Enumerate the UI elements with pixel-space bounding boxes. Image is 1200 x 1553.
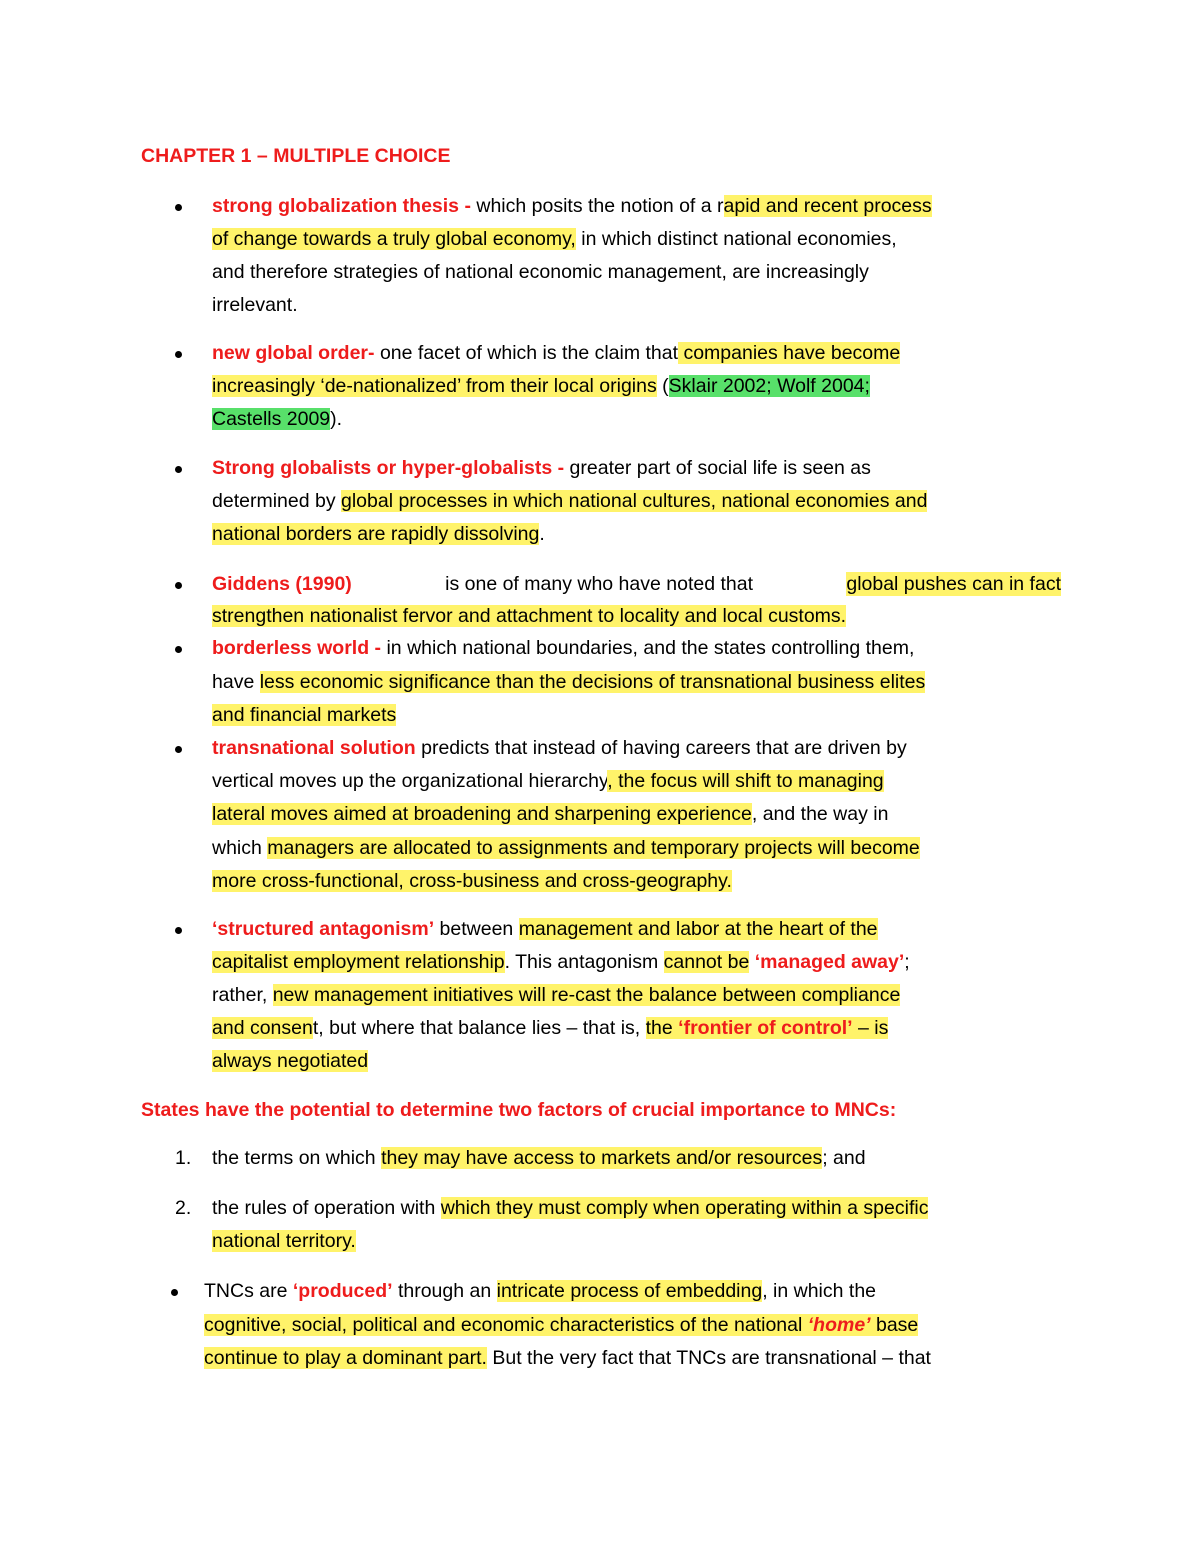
body-text: rather,	[212, 984, 273, 1006]
text-line	[212, 703, 396, 727]
highlighted-text: cannot be	[663, 951, 750, 973]
highlighted-text: they may have access to markets and/or resources	[381, 1147, 823, 1169]
highlighted-text: of change towards a truly global economy,	[212, 228, 576, 250]
term-text: strong globalization thesis	[212, 195, 460, 217]
highlighted-text: national borders are rapidly dissolving	[212, 523, 540, 545]
term-text: -	[368, 342, 380, 364]
text-line	[212, 293, 298, 317]
bullet-dot-icon	[175, 646, 182, 653]
highlighted-text: managers are allocated to assignments and temporary projects will become	[267, 836, 920, 859]
highlighted-text: – is	[852, 1017, 889, 1039]
bullet-dot-icon	[175, 351, 182, 358]
highlighted-text: cognitive, social, political and economic characteristics of the national	[204, 1313, 808, 1336]
text-line	[212, 227, 897, 251]
highlighted-text: which they must comply when operating within a specific	[440, 1197, 929, 1219]
term-text: ‘managed away’	[754, 951, 905, 973]
body-text: the rules of operation with	[212, 1197, 441, 1219]
highlighted-text: and consen	[212, 1017, 313, 1039]
text-line	[212, 374, 870, 398]
body-text: predicts that instead of having careers that are driven by	[415, 737, 907, 759]
text-line	[212, 456, 871, 480]
body-text: But the very fact that TNCs are transnational – that	[486, 1347, 931, 1369]
text-line	[212, 1196, 928, 1220]
highlighted-text: , the focus will shift to managing	[607, 770, 884, 793]
bullet-dot-icon	[175, 746, 182, 753]
highlighted-text: less economic significance than the decisions of transnational business elites	[259, 670, 926, 693]
text-line	[212, 341, 900, 365]
text-line	[212, 869, 732, 893]
body-text: . This antagonism	[504, 951, 664, 973]
bullet-dot-icon	[175, 204, 182, 211]
item-number: 1.	[175, 1147, 192, 1169]
term-text: -	[552, 457, 570, 479]
highlighted-text: the	[645, 1017, 679, 1039]
highlighted-text: global processes in which national cultures, national economies and	[341, 490, 928, 512]
term-text: -	[369, 637, 387, 659]
body-text: ; and	[822, 1147, 866, 1169]
term-text: new global order	[212, 342, 369, 364]
highlighted-text: strengthen nationalist fervor and attachment to locality and local customs.	[212, 605, 847, 627]
body-text: one facet of which is the claim that	[379, 342, 679, 364]
text-line	[212, 917, 878, 941]
body-text: , in which the	[762, 1280, 877, 1302]
text-line	[212, 522, 545, 546]
body-text: ;	[904, 951, 910, 973]
term-text: transnational solution	[212, 737, 416, 759]
highlighted-text: national territory.	[212, 1230, 356, 1252]
highlighted-text: intricate process of embedding	[496, 1280, 763, 1302]
term-text: ‘frontier of control’	[678, 1017, 853, 1039]
body-text: in which national boundaries, and the states controlling them,	[386, 637, 915, 659]
bullet-dot-icon	[175, 582, 182, 589]
chapter-heading: CHAPTER 1 – MULTIPLE CHOICE	[141, 145, 451, 167]
term-text: -	[459, 195, 477, 217]
body-text: (	[656, 375, 669, 397]
highlighted-text: apid and recent process	[723, 195, 932, 217]
highlighted-text: increasingly ‘de-nationalized’ from their local origins	[212, 375, 657, 397]
body-text: is one of many who have noted that	[439, 573, 759, 595]
highlighted-text: lateral moves aimed at broadening and sharpening experience	[212, 803, 752, 826]
text-line	[212, 572, 1061, 596]
body-text: between	[434, 918, 519, 940]
citation-text: Sklair 2002; Wolf 2004;	[668, 375, 870, 397]
body-text: through an	[392, 1280, 497, 1302]
bullet-dot-icon	[171, 1289, 178, 1296]
text-line	[212, 1016, 888, 1040]
body-text: ).	[330, 408, 343, 430]
bullet-dot-icon	[175, 466, 182, 473]
text-line	[212, 670, 925, 694]
highlighted-text: new management initiatives will re-cast the balance between compliance	[272, 984, 901, 1006]
text-line	[212, 950, 910, 974]
body-text: have	[212, 670, 260, 693]
text-line	[212, 194, 932, 218]
body-text: the terms on which	[212, 1147, 382, 1169]
body-text: irrelevant.	[212, 294, 298, 316]
text-line	[212, 1049, 368, 1073]
body-text: greater part of social life is seen as	[569, 457, 871, 479]
text-line	[212, 604, 846, 628]
text-line	[212, 489, 927, 513]
text-line	[212, 260, 869, 284]
term-text: borderless world	[212, 637, 370, 659]
highlighted-text: capitalist employment relationship	[212, 951, 505, 973]
text-line	[212, 983, 900, 1007]
term-text: Giddens (1990)	[212, 573, 352, 595]
body-text: vertical moves up the organizational hierarchy	[212, 770, 608, 793]
term-text: ‘home’	[807, 1313, 871, 1336]
item-number: 2.	[175, 1197, 192, 1219]
highlighted-text: continue to play a dominant part.	[204, 1347, 487, 1369]
highlighted-text: always negotiated	[212, 1050, 369, 1072]
text-line	[212, 1229, 356, 1253]
highlighted-text: base	[870, 1313, 919, 1336]
bullet-dot-icon	[175, 927, 182, 934]
text-line	[204, 1346, 931, 1370]
body-text: TNCs are	[204, 1280, 293, 1302]
body-text: and therefore strategies of national economic management, are increasingly	[212, 261, 869, 283]
body-text: , and the way in	[751, 803, 889, 826]
highlighted-text: more cross-functional, cross-business and cross-geography.	[212, 869, 732, 892]
body-text: in which distinct national economies,	[575, 228, 897, 250]
text-line	[212, 736, 907, 760]
body-text: determined by	[212, 490, 341, 512]
highlighted-text: management and labor at the heart of the	[518, 918, 878, 940]
text-line	[212, 802, 888, 826]
body-text: t, but where that balance lies – that is,	[312, 1017, 646, 1039]
term-text: ‘produced’	[292, 1280, 393, 1302]
term-text: ‘structured antagonism’	[212, 918, 435, 940]
text-line	[212, 407, 342, 431]
text-line	[212, 1146, 866, 1170]
text-line	[204, 1313, 918, 1337]
states-heading: States have the potential to determine two factors of crucial importance to MNCs:	[141, 1099, 897, 1121]
text-line	[212, 769, 884, 793]
text-line	[212, 636, 914, 660]
body-text: .	[539, 523, 545, 545]
text-line	[212, 836, 920, 860]
highlighted-text: companies have become	[678, 342, 901, 364]
body-text: which posits the notion of a r	[476, 195, 724, 217]
term-text: Strong globalists or hyper-globalists	[212, 457, 553, 479]
text-line	[204, 1279, 876, 1303]
highlighted-text: and financial markets	[212, 704, 397, 726]
highlighted-text: global pushes can in fact	[846, 573, 1061, 595]
body-text: which	[212, 836, 268, 859]
citation-text: Castells 2009	[212, 408, 331, 430]
